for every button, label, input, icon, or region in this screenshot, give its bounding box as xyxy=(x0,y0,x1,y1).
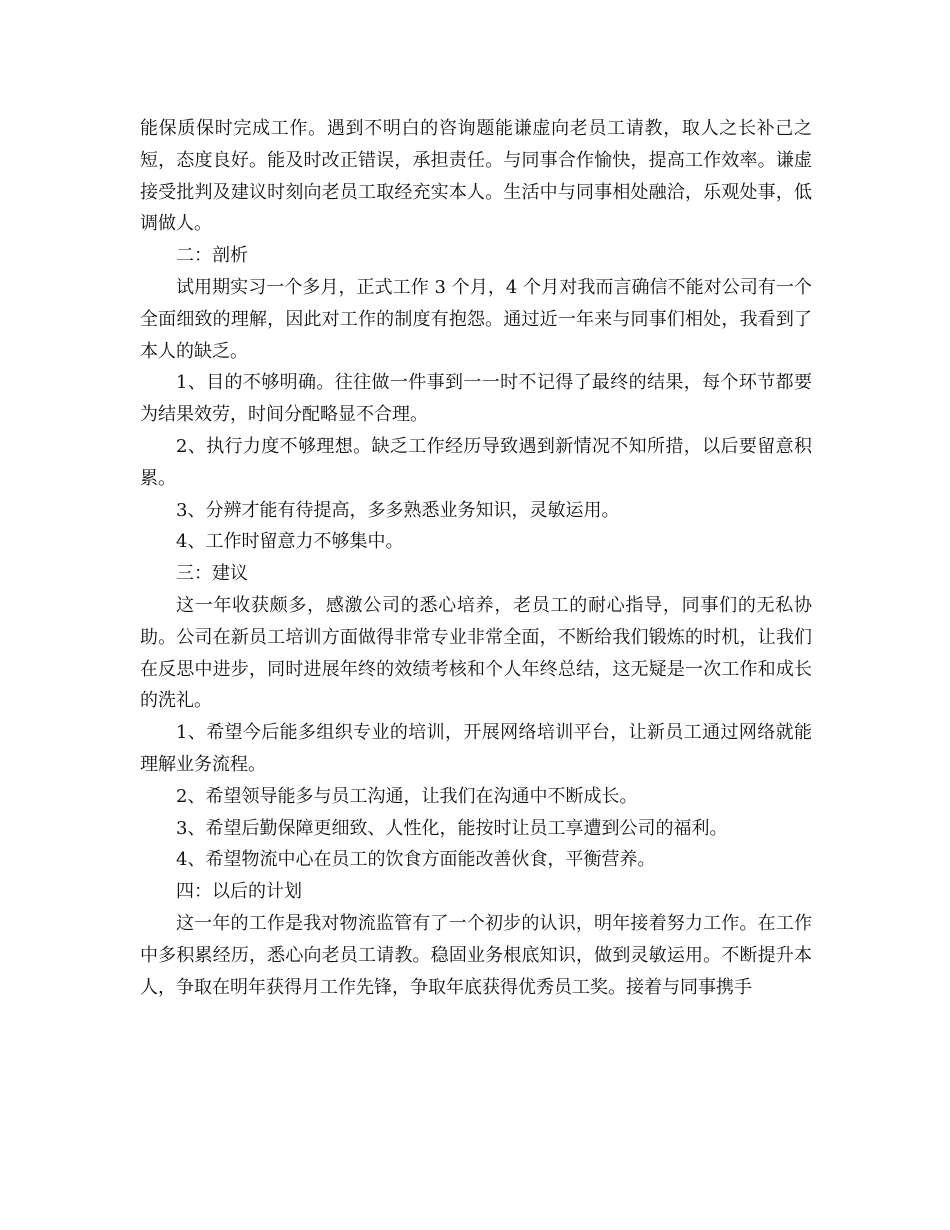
paragraph-suggestions-intro: 这一年收获颇多，感激公司的悉心培养，老员工的耐心指导，同事们的无私协助。公司在新员工培训方面做得非常专业非常全面，不断给我们锻炼的时机，让我们在反思中进步，同时进展年终的效绩考核和个人年终总结，这无疑是一次工作和成长的洗礼。 xyxy=(140,594,812,712)
paragraph-plan: 这一年的工作是我对物流监管有了一个初步的认识，明年接着努力工作。在工作中多积累经历，悉心向老员工请教。稳固业务根底知识，做到灵敏运用。不断提升本人，争取在明年获得月工作先锋，争取年底获得优秀员工奖。接着与同事携手 xyxy=(140,912,812,998)
section-heading-suggestions: 三：建议 xyxy=(176,563,248,585)
list-item-suggestions-4: 4、希望物流中心在员工的饮食方面能改善伙食，平衡营养。 xyxy=(176,849,656,871)
list-item-analysis-2: 2、执行力度不够理想。缺乏工作经历导致遇到新情况不知所措，以后要留意积累。 xyxy=(140,435,812,489)
paragraph-analysis-intro: 试用期实习一个多月，正式工作 3 个月，4 个月对我而言确信不能对公司有一个全面细致的理解，因此对工作的制度有抱怨。通过近一年来与同事们相处，我看到了本人的缺乏。 xyxy=(140,276,812,362)
section-heading-analysis: 二：剖析 xyxy=(176,245,248,267)
section-heading-plan: 四：以后的计划 xyxy=(176,881,302,903)
list-item-suggestions-1: 1、希望今后能多组织专业的培训，开展网络培训平台，让新员工通过网络就能理解业务流程。 xyxy=(140,722,812,775)
paragraph-continuation: 能保质保时完成工作。遇到不明白的咨询题能谦虚向老员工请教，取人之长补己之短，态度良好。能及时改正错误，承担责任。与同事合作愉快，提高工作效率。谦虚接受批判及建议时刻向老员工取经充实本人。生活中与同事相处融洽，乐观处事，低调做人。 xyxy=(140,118,812,235)
document-body xyxy=(140,113,812,1003)
list-item-suggestions-2: 2、希望领导能多与员工沟通，让我们在沟通中不断成长。 xyxy=(176,785,638,807)
list-item-analysis-3: 3、分辨才能有待提高，多多熟悉业务知识，灵敏运用。 xyxy=(176,499,620,521)
list-item-analysis-1: 1、目的不够明确。往往做一件事到一一时不记得了最终的结果，每个环节都要为结果效劳，时间分配略显不合理。 xyxy=(140,372,812,426)
list-item-suggestions-3: 3、希望后勤保障更细致、人性化，能按时让员工享遭到公司的福利。 xyxy=(176,817,728,839)
list-item-analysis-4: 4、工作时留意力不够集中。 xyxy=(176,531,404,553)
